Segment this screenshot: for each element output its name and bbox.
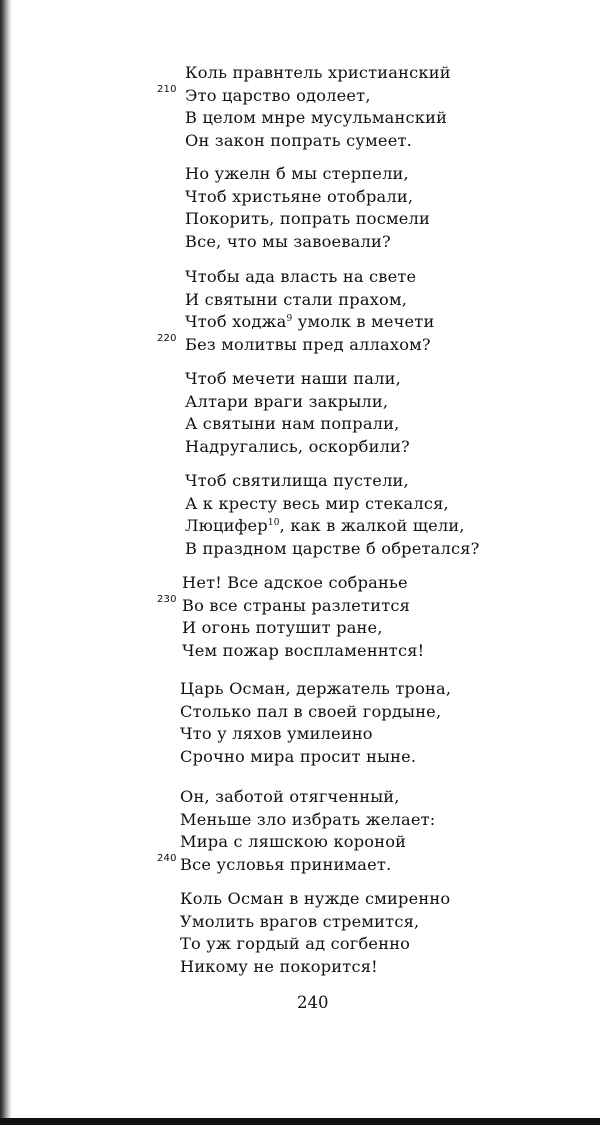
verse-line	[0, 266, 600, 288]
verse-line	[0, 933, 600, 955]
verse-text-part: Чтоб ходжа	[185, 312, 287, 331]
verse-line	[0, 701, 600, 723]
verse-line	[0, 678, 600, 700]
verse-line	[0, 595, 600, 617]
verse-text: Чтобы ада власть на свете	[185, 267, 417, 286]
verse-text: Чем пожар воспламеннтся!	[182, 640, 425, 660]
verse-text: То уж гордый ад согбенно	[180, 934, 411, 953]
line-number: 220	[157, 332, 177, 344]
verse-line	[0, 289, 600, 311]
verse-line	[0, 231, 600, 253]
verse-line	[0, 746, 600, 768]
verse-text: Надругались, оскорбили?	[185, 436, 410, 456]
verse-text: И святыни стали прахом,	[185, 289, 408, 309]
verse-text-part: , как в жалкой щели,	[279, 516, 465, 535]
verse-text: И огонь потушит ране,	[182, 618, 383, 637]
verse-text: Это царство одолеет,	[185, 85, 371, 105]
verse-line	[0, 368, 600, 390]
verse-line	[0, 163, 600, 185]
verse-text: Покорить, попрать посмели	[185, 209, 431, 228]
verse-line	[0, 831, 600, 853]
verse-line	[0, 493, 600, 515]
verse-line	[0, 538, 600, 560]
page-number-text: 240	[297, 993, 329, 1012]
line-number: 210	[157, 83, 177, 95]
verse-text	[185, 311, 434, 333]
verse-text: Во все страны разлетится	[182, 595, 411, 615]
verse-text: Коль правнтель христианский	[185, 63, 451, 82]
footnote-marker: 9	[286, 314, 293, 324]
verse-line	[0, 572, 600, 594]
verse-text: Нет! Все адское собранье	[182, 573, 408, 592]
verse-text: А к кресту весь мир стекался,	[185, 493, 449, 513]
verse-line	[0, 311, 600, 333]
verse-text: Никому не покорится!	[180, 956, 378, 976]
verse-text: Все, что мы завоевали?	[185, 231, 391, 251]
verse-text: А святыни нам попрали,	[185, 414, 400, 433]
verse-text: Столько пал в своей гордыне,	[180, 701, 442, 721]
verse-text: Чтоб христьяне отобрали,	[185, 186, 414, 206]
verse-line	[0, 391, 600, 413]
verse-line	[0, 911, 600, 933]
verse-line	[0, 515, 600, 537]
verse-text: Чтоб святилища пустели,	[185, 471, 409, 490]
verse-text: В праздном царстве б обретался?	[185, 538, 480, 558]
verse-line	[0, 640, 600, 662]
verse-text-part: умолк в мечети	[292, 312, 435, 331]
verse-text: Срочно мира просит ныне.	[180, 746, 417, 766]
verse-text: Чтоб мечети наши пали,	[185, 369, 401, 388]
verse-text: Меньше зло избрать желает:	[180, 809, 436, 829]
verse-line	[0, 617, 600, 639]
verse-text-part: Люцифер	[185, 516, 268, 535]
verse-line	[0, 107, 600, 129]
verse-text: Он закон попрать сумеет.	[185, 130, 412, 150]
line-number: 240	[157, 852, 177, 864]
line-number: 230	[157, 593, 177, 605]
verse-text: В целом мнре мусульманский	[185, 108, 448, 127]
verse-text: Что у ляхов умилеино	[180, 724, 373, 743]
verse-line	[0, 809, 600, 831]
verse-text: Царь Осман, держатель трона,	[180, 679, 452, 698]
footnote-marker: 10	[267, 518, 280, 528]
verse-text: Мира с ляшскою короной	[180, 832, 407, 851]
verse-text: Все условья принимает.	[180, 854, 392, 874]
verse-line	[0, 854, 600, 876]
verse-text: Умолить врагов стремится,	[180, 911, 420, 931]
verse-line	[0, 786, 600, 808]
verse-line	[0, 208, 600, 230]
verse-text: Коль Осман в нужде смиренно	[180, 889, 451, 908]
verse-text: Алтари враги закрыли,	[185, 391, 389, 411]
verse-text: Без молитвы пред аллахом?	[185, 334, 431, 354]
verse-line	[0, 334, 600, 356]
verse-line	[0, 436, 600, 458]
verse-line	[0, 130, 600, 152]
verse-line	[0, 470, 600, 492]
verse-line	[0, 62, 600, 84]
verse-line	[0, 956, 600, 978]
verse-line	[0, 888, 600, 910]
verse-line	[0, 723, 600, 745]
verse-text: Он, заботой отягченный,	[180, 787, 400, 806]
page-bottom-edge	[0, 1118, 600, 1125]
verse-line	[0, 413, 600, 435]
verse-text: Но ужелн б мы стерпели,	[185, 164, 409, 183]
verse-line	[0, 85, 600, 107]
verse-line	[0, 186, 600, 208]
verse-text	[185, 515, 465, 537]
